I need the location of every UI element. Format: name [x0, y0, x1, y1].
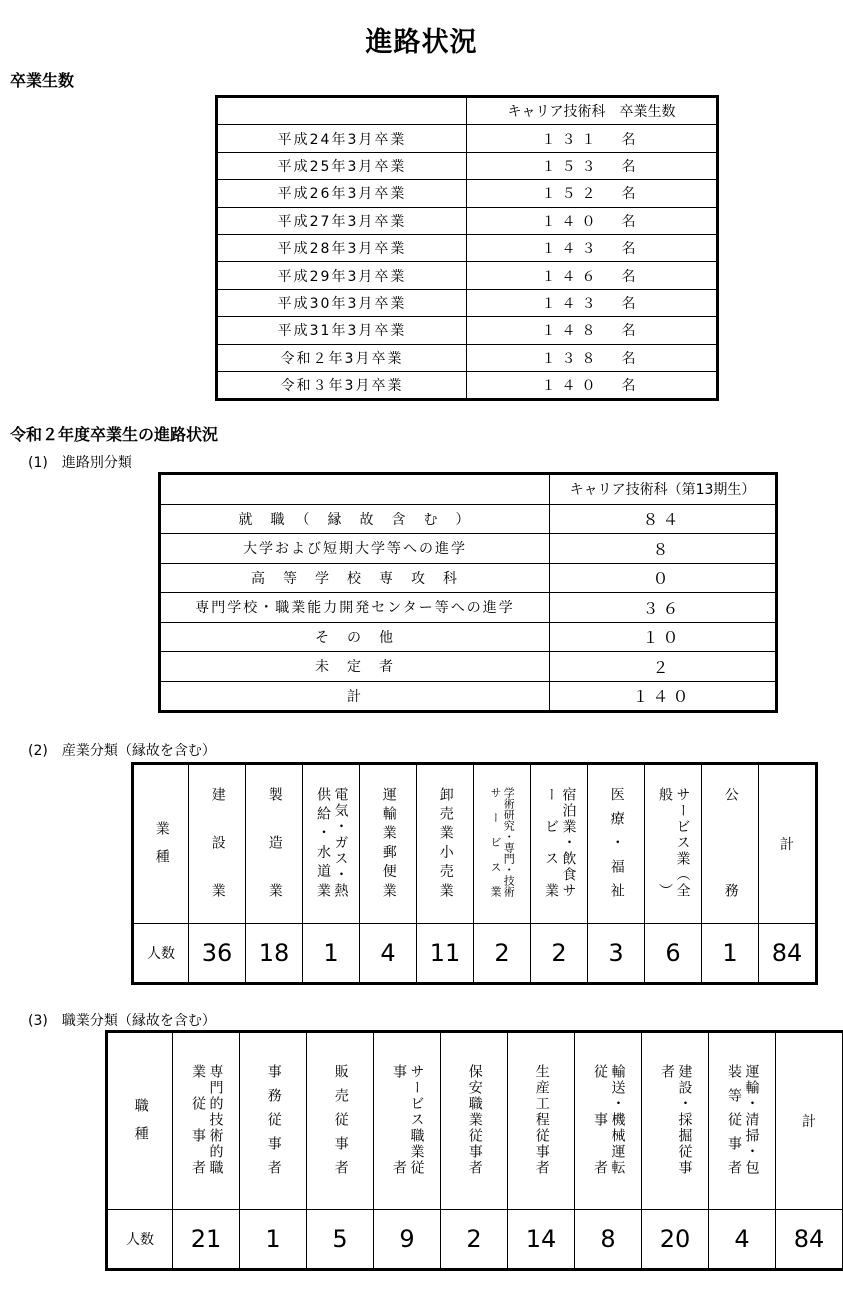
blank-header-cell: [160, 474, 550, 505]
count-cell: 21: [173, 1210, 240, 1270]
category-header-cell: [709, 1032, 776, 1210]
category-header-cell: [417, 764, 474, 924]
graduate-count-cell: １４０ 名: [467, 371, 718, 399]
career-count-cell: ２: [550, 652, 777, 682]
count-cell: 6: [645, 924, 702, 984]
graduation-date-cell: 平成30年3月卒業: [217, 289, 467, 316]
industry-header-row: [133, 764, 817, 924]
occupation-header-row: [107, 1032, 843, 1210]
graduate-count-cell: １５３ 名: [467, 152, 718, 179]
category-label: 製造業: [266, 787, 283, 897]
career-heading: 令和２年度卒業生の進路状況: [10, 425, 219, 444]
category-header-cell: [588, 764, 645, 924]
count-cell: 11: [417, 924, 474, 984]
graduation-date-cell: 平成29年3月卒業: [217, 262, 467, 289]
category-header-cell: [645, 764, 702, 924]
category-label: 建設業: [209, 787, 226, 897]
count-label-cell: 人数: [133, 924, 189, 984]
total-count-cell: 84: [776, 1210, 843, 1270]
career-category-cell: 専門学校・職業能力開発センター等への進学: [160, 593, 550, 623]
count-cell: 8: [575, 1210, 642, 1270]
table-row: [217, 371, 718, 399]
graduates-table: [215, 95, 719, 401]
total-count-cell: 84: [759, 924, 817, 984]
table-row: [160, 534, 777, 564]
table-row: [217, 125, 718, 152]
career-category-cell: 就 職 （ 縁 故 含 む ）: [160, 504, 550, 534]
industry-table: [131, 762, 818, 985]
category-header-cell: [374, 1032, 441, 1210]
column-header: キャリア技術科（第13期生）: [550, 474, 777, 505]
career-category-cell: 高 等 学 校 専 攻 科: [160, 563, 550, 593]
graduation-date-cell: 平成24年3月卒業: [217, 125, 467, 152]
category-label: 事務従事者: [265, 1064, 282, 1174]
column-header: キャリア技術科 卒業生数: [467, 97, 718, 125]
count-cell: 4: [360, 924, 417, 984]
graduate-count-cell: １４３ 名: [467, 234, 718, 261]
table-row: [217, 234, 718, 261]
graduation-date-cell: 平成25年3月卒業: [217, 152, 467, 179]
count-cell: 2: [474, 924, 531, 984]
graduation-date-cell: 令和２年3月卒業: [217, 344, 467, 371]
count-cell: 4: [709, 1210, 776, 1270]
table-row: [160, 652, 777, 682]
category-label: 運輸・清掃・包装等従事者: [726, 1064, 760, 1174]
table-row: [217, 207, 718, 234]
category-label: 運輸業郵便業: [380, 787, 397, 897]
graduation-date-cell: 令和３年3月卒業: [217, 371, 467, 399]
category-label: 建設・採掘従事者: [659, 1064, 693, 1174]
graduate-count-cell: １４３ 名: [467, 289, 718, 316]
category-header-cell: [360, 764, 417, 924]
category-header-cell: [575, 1032, 642, 1210]
graduation-date-cell: 平成26年3月卒業: [217, 180, 467, 207]
count-cell: 2: [531, 924, 588, 984]
category-label: 電気・ガス・熱供給・水道業: [315, 787, 349, 897]
graduation-date-cell: 平成31年3月卒業: [217, 317, 467, 344]
count-cell: 1: [240, 1210, 307, 1270]
category-label: 販売従事者: [332, 1064, 349, 1174]
category-label: 卸売業小売業: [437, 787, 454, 897]
count-cell: 5: [307, 1210, 374, 1270]
category-header-cell: [240, 1032, 307, 1210]
category-label: 生産工程従事者: [533, 1064, 550, 1174]
count-cell: 18: [246, 924, 303, 984]
count-cell: 14: [508, 1210, 575, 1270]
row-header-cell: [133, 764, 189, 924]
table-row: [160, 593, 777, 623]
row-header-label: 職 種: [132, 1098, 149, 1140]
career-path-table: [158, 472, 778, 713]
category-header-cell: [303, 764, 360, 924]
table-header-row: [217, 97, 718, 125]
table-header-row: [160, 474, 777, 505]
career-count-cell: １４０: [550, 681, 777, 712]
category-label: 公務: [722, 787, 739, 897]
table-row: [217, 180, 718, 207]
blank-header-cell: [217, 97, 467, 125]
graduate-count-cell: １４０ 名: [467, 207, 718, 234]
career-count-cell: ８４: [550, 504, 777, 534]
category-label: 輸送・機械運転従事者: [592, 1064, 626, 1174]
category-label: 専門的技術的職業従事者: [190, 1064, 224, 1174]
industry-count-row: [133, 924, 817, 984]
table-row: [160, 563, 777, 593]
category-header-cell: [173, 1032, 240, 1210]
category-label: 宿泊業・飲食サービス業: [543, 787, 577, 897]
category-header-cell: [642, 1032, 709, 1210]
total-header-cell: 計: [759, 764, 817, 924]
count-cell: 1: [702, 924, 759, 984]
total-header-cell: 計: [776, 1032, 843, 1210]
category-header-cell: [189, 764, 246, 924]
graduate-count-cell: １３８ 名: [467, 344, 718, 371]
count-cell: 9: [374, 1210, 441, 1270]
career-category-cell: 未 定 者: [160, 652, 550, 682]
graduate-count-cell: １４８ 名: [467, 317, 718, 344]
graduate-count-cell: １４６ 名: [467, 262, 718, 289]
table-row: [217, 152, 718, 179]
category-header-cell: [531, 764, 588, 924]
count-cell: 3: [588, 924, 645, 984]
category-header-cell: [246, 764, 303, 924]
career-count-cell: ８: [550, 534, 777, 564]
career-count-cell: ３６: [550, 593, 777, 623]
category-header-cell: [508, 1032, 575, 1210]
category-header-cell: [307, 1032, 374, 1210]
career-category-cell: 大学および短期大学等への進学: [160, 534, 550, 564]
occupation-table: [105, 1030, 843, 1271]
career-count-cell: ０: [550, 563, 777, 593]
graduate-count-cell: １３１ 名: [467, 125, 718, 152]
table-row: [160, 622, 777, 652]
graduation-date-cell: 平成28年3月卒業: [217, 234, 467, 261]
count-cell: 20: [642, 1210, 709, 1270]
career-category-cell: 計: [160, 681, 550, 712]
table-row: [217, 344, 718, 371]
category-label: 保安職業従事者: [466, 1064, 483, 1174]
graduate-count-cell: １５２ 名: [467, 180, 718, 207]
table-row: [217, 262, 718, 289]
category-label: 学術研究・専門・技術サービス業: [489, 787, 516, 897]
subsection-3-heading: (3) 職業分類（縁故を含む）: [28, 1013, 216, 1029]
category-header-cell: [474, 764, 531, 924]
graduation-date-cell: 平成27年3月卒業: [217, 207, 467, 234]
graduates-heading: 卒業生数: [10, 71, 75, 90]
career-count-cell: １０: [550, 622, 777, 652]
table-row: [160, 681, 777, 712]
table-row: [217, 317, 718, 344]
category-header-cell: [441, 1032, 508, 1210]
page-title: 進路状況: [365, 27, 478, 58]
table-row: [217, 289, 718, 316]
subsection-1-heading: (1) 進路別分類: [28, 455, 132, 471]
row-header-label: 業 種: [153, 821, 170, 863]
category-label: サービス職業従事者: [391, 1064, 425, 1174]
category-header-cell: [702, 764, 759, 924]
row-header-cell: [107, 1032, 173, 1210]
count-cell: 2: [441, 1210, 508, 1270]
count-label-cell: 人数: [107, 1210, 173, 1270]
category-label: 医療・福祉: [608, 787, 625, 897]
occupation-count-row: [107, 1210, 843, 1270]
category-label: サービス業（全般）: [657, 787, 691, 897]
career-category-cell: そ の 他: [160, 622, 550, 652]
count-cell: 1: [303, 924, 360, 984]
count-cell: 36: [189, 924, 246, 984]
subsection-2-heading: (2) 産業分類（縁故を含む）: [28, 743, 216, 759]
table-row: [160, 504, 777, 534]
